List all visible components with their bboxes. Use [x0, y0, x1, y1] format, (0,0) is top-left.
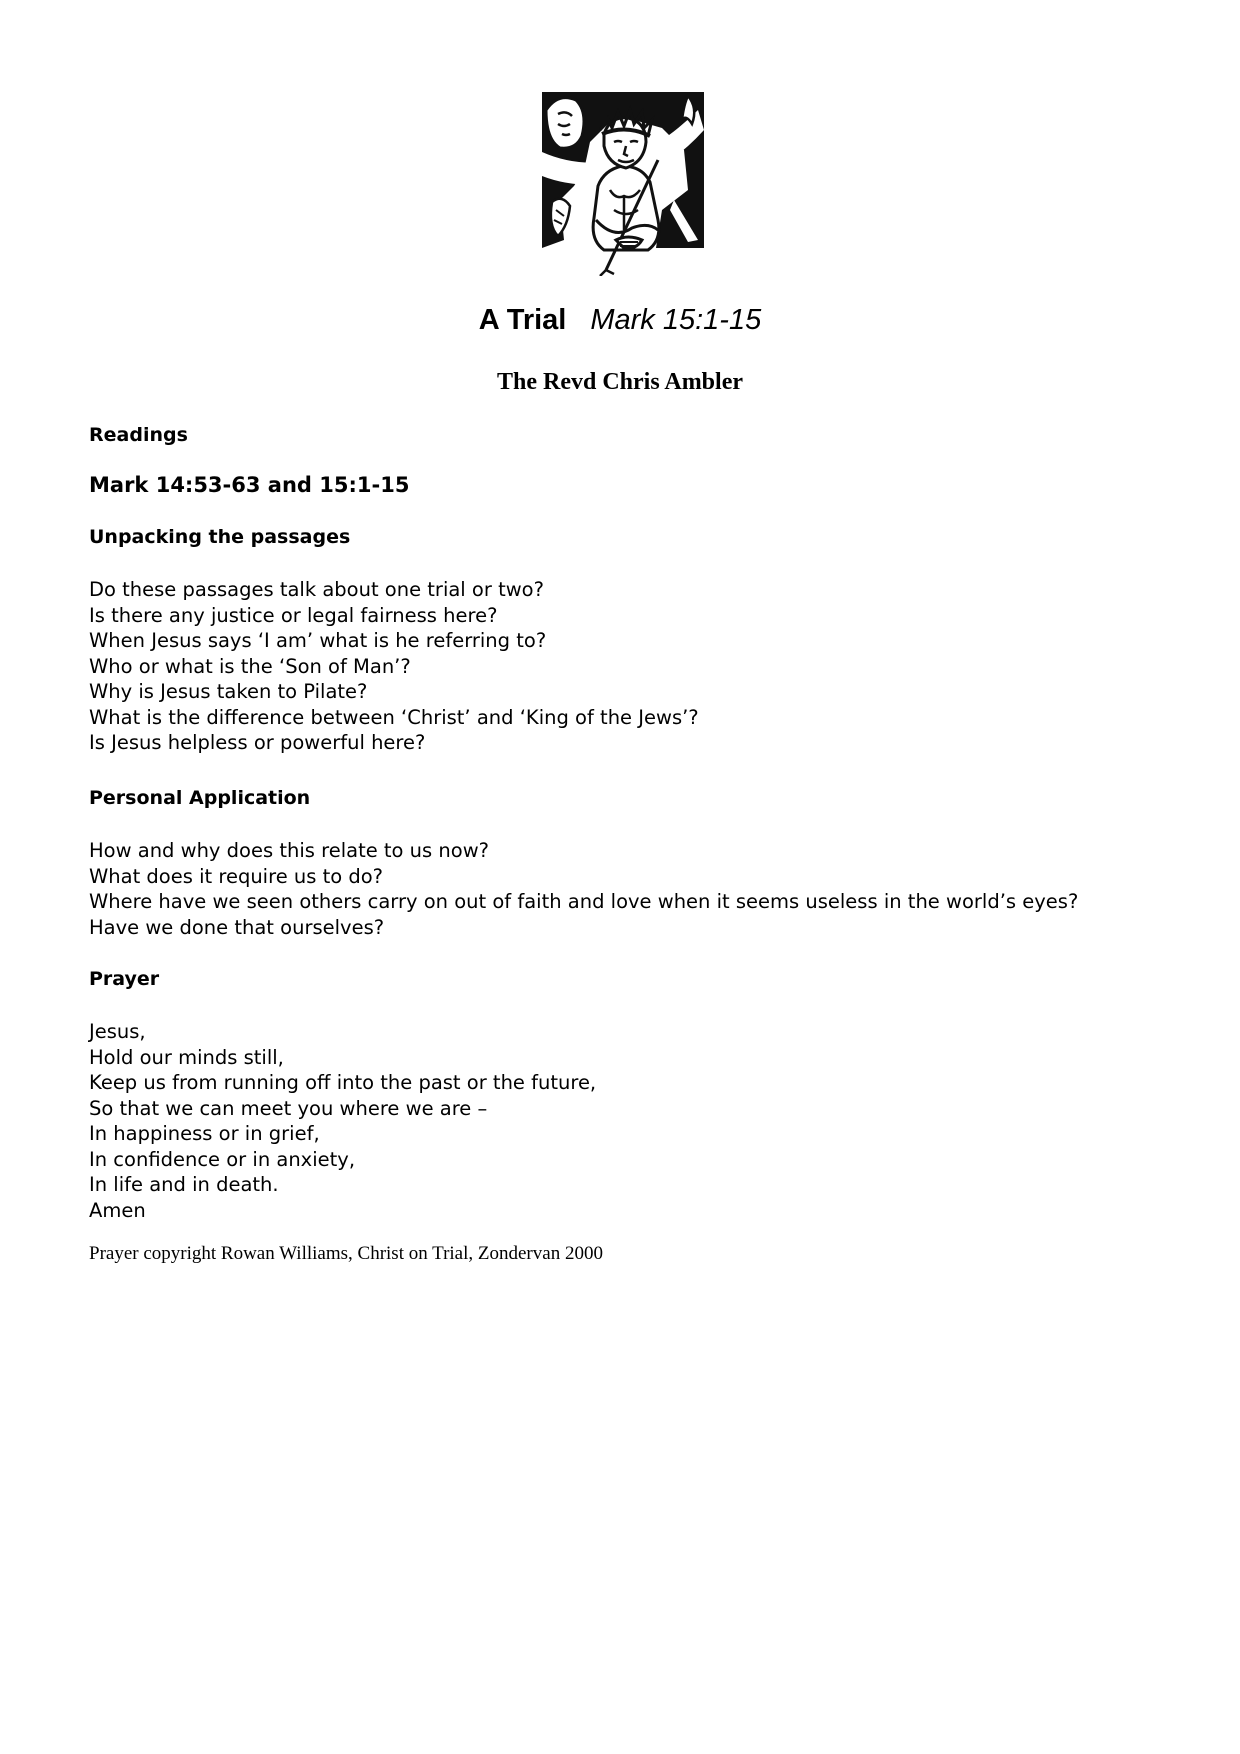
- prayer-copyright: Prayer copyright Rowan Williams, Christ on Trial, Zondervan 2000: [89, 1243, 603, 1264]
- list-item: Where have we seen others carry on out of faith and love when it seems useless in the world’s eyes?: [89, 890, 1079, 913]
- title-text: A Trial: [478, 304, 567, 336]
- list-item: Is there any justice or legal fairness here?: [89, 603, 498, 627]
- list-item: Have we done that ourselves?: [89, 915, 385, 939]
- list-item: Who or what is the ‘Son of Man’?: [89, 654, 411, 678]
- author-line: The Revd Chris Ambler: [497, 369, 743, 395]
- unpacking-heading: Unpacking the passages: [89, 526, 351, 548]
- list-item: In life and in death.: [89, 1173, 279, 1196]
- unpacking-questions: [89, 577, 699, 756]
- application-questions: [89, 838, 1078, 940]
- crowned-christ-woodcut-icon: [538, 90, 708, 276]
- list-item: Is Jesus helpless or powerful here?: [89, 731, 426, 754]
- list-item: So that we can meet you where we are –: [89, 1096, 488, 1120]
- readings-passage: Mark 14:53-63 and 15:1-15: [89, 473, 410, 497]
- list-item: Jesus,: [89, 1020, 146, 1043]
- document-title: [0, 302, 1240, 338]
- list-item: In happiness or in grief,: [89, 1122, 320, 1145]
- scripture-reference: Mark 15:1-15: [590, 304, 762, 336]
- prayer-heading: Prayer: [89, 968, 160, 990]
- list-item: How and why does this relate to us now?: [89, 839, 489, 862]
- list-item: When Jesus says ‘I am’ what is he referring to?: [89, 629, 547, 652]
- application-heading: Personal Application: [89, 787, 311, 809]
- list-item: Why is Jesus taken to Pilate?: [89, 680, 368, 703]
- list-item: Hold our minds still,: [89, 1045, 284, 1069]
- list-item: What does it require us to do?: [89, 864, 384, 888]
- list-item: Do these passages talk about one trial or two?: [89, 578, 544, 601]
- readings-heading: Readings: [89, 424, 188, 446]
- list-item: Amen: [89, 1198, 146, 1222]
- prayer-lines: [89, 1019, 596, 1223]
- list-item: In confidence or in anxiety,: [89, 1147, 356, 1171]
- list-item: Keep us from running off into the past or the future,: [89, 1071, 597, 1094]
- list-item: What is the difference between ‘Christ’ and ‘King of the Jews’?: [89, 705, 699, 729]
